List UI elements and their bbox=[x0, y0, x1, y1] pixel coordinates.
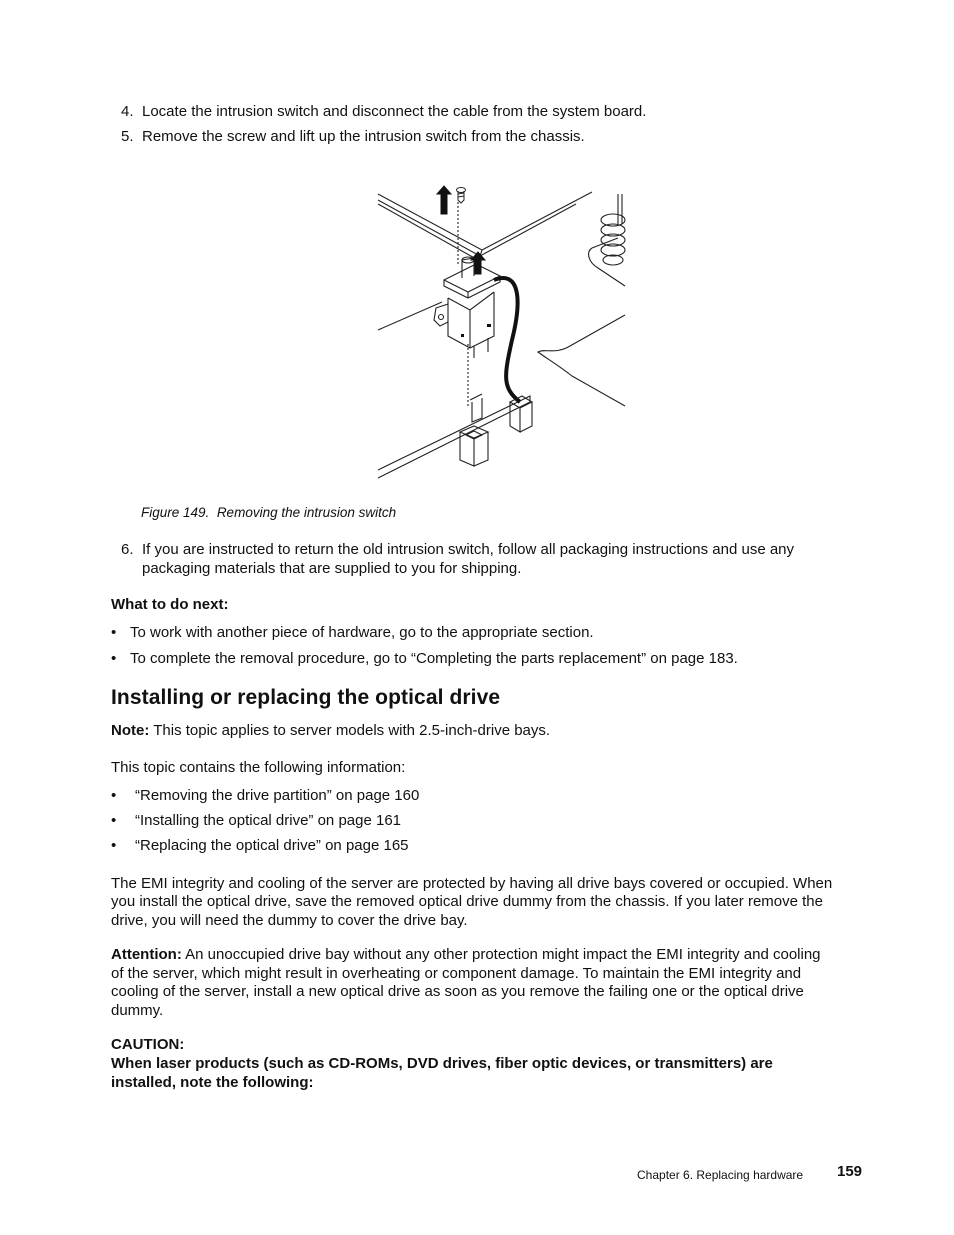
page-number: 159 bbox=[837, 1163, 863, 1180]
bullet-icon: • bbox=[111, 787, 117, 804]
section-title: Installing or replacing the optical drive bbox=[111, 686, 501, 709]
figure-number: Figure 149. bbox=[141, 505, 210, 520]
caution-text-line: When laser products (such as CD-ROMs, DVD drives, fiber optic devices, or transmitters) are bbox=[111, 1055, 773, 1072]
attention-label: Attention: bbox=[111, 946, 182, 963]
attention-line bbox=[111, 946, 821, 964]
what-to-do-next-heading: What to do next: bbox=[111, 596, 229, 613]
attention-line: of the server, which might result in overheating or component damage. To maintain the EMI integrity and bbox=[111, 965, 802, 982]
caution-text-line: installed, note the following: bbox=[111, 1074, 314, 1091]
step-number: 4. bbox=[121, 103, 134, 120]
note-text: This topic applies to server models with 2.5-inch-drive bays. bbox=[153, 722, 551, 739]
step-text: Locate the intrusion switch and disconnect the cable from the system board. bbox=[142, 103, 647, 120]
step-4 bbox=[121, 103, 647, 121]
figure-title: Removing the intrusion switch bbox=[216, 505, 397, 520]
bullet-text: To work with another piece of hardware, go to the appropriate section. bbox=[130, 624, 594, 641]
topic-link[interactable]: “Removing the drive partition” on page 160 bbox=[135, 787, 420, 804]
topic-link[interactable]: “Installing the optical drive” on page 161 bbox=[135, 812, 402, 829]
bullet-icon: • bbox=[111, 812, 117, 829]
step-number: 5. bbox=[121, 128, 134, 145]
figure-caption bbox=[141, 504, 396, 522]
bullet-icon: • bbox=[111, 837, 117, 854]
step-text-line: packaging materials that are supplied to you for shipping. bbox=[142, 560, 522, 577]
bullet-icon: • bbox=[111, 650, 117, 667]
emi-paragraph-line: you install the optical drive, save the removed optical drive dummy from the chassis. If you later remove the bbox=[111, 893, 823, 910]
attention-line: cooling of the server, install a new optical drive as soon as you remove the failing one or the optical drive bbox=[111, 983, 804, 1000]
step-text-line: If you are instructed to return the old intrusion switch, follow all packaging instructions and use any bbox=[142, 541, 795, 558]
note bbox=[111, 722, 550, 740]
bullet-icon: • bbox=[111, 624, 117, 641]
emi-paragraph-line: The EMI integrity and cooling of the server are protected by having all drive bays covered or occupied. When bbox=[111, 875, 833, 892]
topic-link[interactable]: “Replacing the optical drive” on page 165 bbox=[135, 837, 409, 854]
step-text: Remove the screw and lift up the intrusion switch from the chassis. bbox=[142, 128, 585, 145]
step-5 bbox=[121, 128, 585, 146]
section-intro: This topic contains the following information: bbox=[111, 759, 406, 776]
emi-paragraph-line: drive, you will need the dummy to cover the drive bay. bbox=[111, 912, 468, 929]
note-label: Note: bbox=[111, 722, 150, 739]
footer-chapter: Chapter 6. Replacing hardware bbox=[637, 1168, 804, 1182]
attention-line: dummy. bbox=[111, 1002, 164, 1019]
bullet-text: To complete the removal procedure, go to “Completing the parts replacement” on page 183. bbox=[130, 650, 738, 667]
attention-text: An unoccupied drive bay without any other protection might impact the EMI integrity and cooling bbox=[185, 946, 821, 963]
step-number: 6. bbox=[121, 541, 134, 558]
intrusion-switch-illustration bbox=[370, 180, 635, 485]
caution-label: CAUTION: bbox=[111, 1036, 185, 1053]
